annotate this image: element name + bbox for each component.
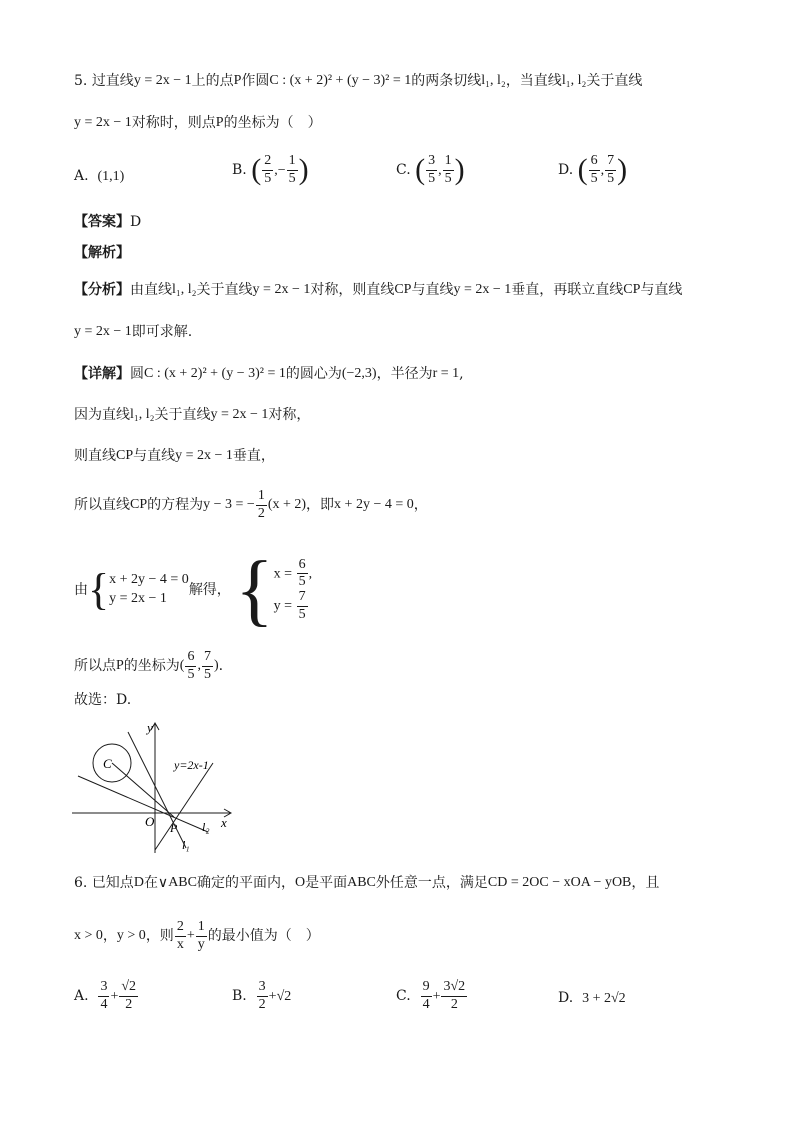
q5-option-b: B. ( $\frac{2}{5}$ ,− $\frac{1}{5}$ ) bbox=[232, 153, 309, 187]
xiangjie-line-6: 所以点P的坐标为( $\frac{6}{5}$ , $\frac{7}{5}$ ). bbox=[74, 649, 224, 682]
q5-option-c: C. ( $\frac{3}{5}$ , $\frac{1}{5}$ ) bbox=[396, 153, 465, 187]
xiangjie-line-3: 则直线CP与直线y = 2x − 1垂直， bbox=[74, 448, 275, 464]
q6-line-2: x > 0，y > 0，则 $\frac{2}{x}$ + $\frac{1}{y}$ 的最小值为（ ） bbox=[74, 919, 320, 952]
figure-origin: O bbox=[145, 814, 155, 829]
xiangjie-line-4: 所以直线CP的方程为y − 3 = − $\frac{1}{2}$ (x + 2)，即x + 2y − 4 = 0， bbox=[74, 488, 428, 521]
figure-point: P bbox=[170, 821, 178, 835]
line-cp bbox=[112, 763, 174, 817]
line-y-2x-1 bbox=[155, 763, 213, 850]
xiangjie-line-5: 由{ x + 2y − 4 = 0 y = 2x − 1 解得， { x = $\frac{6}{5}$ , y = $\frac{7}{5}$ bbox=[74, 546, 313, 634]
figure-l2: l₂ bbox=[202, 820, 210, 834]
xiangjie-line-7: 故选：D. bbox=[74, 692, 132, 708]
q5-line-2: y = 2x − 1对称时，则点P的坐标为（ ） bbox=[74, 115, 322, 131]
figure-y-label: y bbox=[147, 720, 153, 735]
q6-option-b: B. $\frac{3}{2}$ +√2 bbox=[232, 979, 292, 1012]
xiangjie-line-1: 【详解】圆C : (x + 2)² + (y − 3)² = 1的圆心为(−2,3)，半径为r = 1, bbox=[74, 366, 464, 382]
tangent-l2 bbox=[78, 776, 208, 832]
q5-option-a: A. (1,1) bbox=[74, 168, 125, 184]
answer-line bbox=[74, 215, 141, 229]
figure-line-label: y=2x-1 bbox=[174, 758, 209, 772]
xiangjie-line-2: 因为直线l₁, l₂关于直线y = 2x − 1对称， bbox=[74, 407, 311, 423]
q6-option-d: D. 3 + 2√2 bbox=[558, 990, 626, 1006]
answer-tag: 【答案】 bbox=[74, 214, 130, 230]
answer-value: D bbox=[130, 214, 142, 230]
analysis-tag: 【解析】 bbox=[74, 245, 130, 261]
q6-option-a: A. $\frac{3}{4}$ + $\frac{√2}{2}$ bbox=[74, 979, 137, 1012]
tangent-figure bbox=[70, 718, 240, 858]
q6-line-1: 6. 已知点D在∨ABC确定的平面内，O是平面ABC外任意一点，满足CD = 2OC − xOA − yOB，且 bbox=[74, 875, 660, 891]
fenxi-line-2: y = 2x − 1即可求解. bbox=[74, 324, 193, 340]
q5-line-1: 5. 过直线y = 2x − 1上的点P作圆C : (x + 2)² + (y − 3)² = 1的两条切线l₁, l₂，当直线l₁, l₂关于直线 bbox=[74, 73, 643, 89]
figure-x-label: x bbox=[221, 815, 227, 830]
q6-option-c: C. $\frac{9}{4}$ + $\frac{3√2}{2}$ bbox=[396, 979, 466, 1012]
fenxi-line-1: 【分析】由直线l₁, l₂关于直线y = 2x − 1对称，则直线CP与直线y = 2x − 1垂直，再联立直线CP与直线 bbox=[74, 282, 683, 298]
q5-option-d: D. ( $\frac{6}{5}$ , $\frac{7}{5}$ ) bbox=[558, 153, 628, 187]
q6-number: 6. bbox=[74, 875, 88, 891]
q5-number: 5. bbox=[74, 73, 88, 89]
figure-center: C bbox=[103, 756, 112, 771]
figure-l1: l₁ bbox=[182, 838, 190, 852]
